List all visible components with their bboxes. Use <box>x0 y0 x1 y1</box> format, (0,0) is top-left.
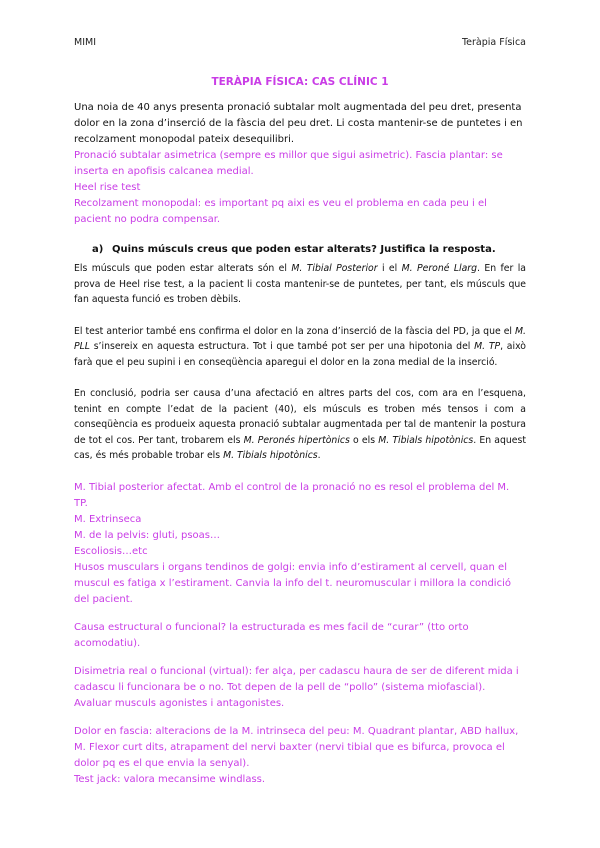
header-author: MIMI <box>74 37 96 48</box>
muscle-name: M. Tibials hipotònics <box>378 434 474 446</box>
case-description: Una noia de 40 anys presenta pronació subtalar molt augmentada del peu dret, presenta dolor en la zona d’inserció de la fàscia del peu dret. Li costa mantenir-se de puntetes i en recolzament monopodal pateix desequilibri. <box>74 102 523 145</box>
note-husos: Husos musculars i organs tendinos de golgi: envia info d’estirament al cervell, quan el muscul es fatiga x l’estirament. Canvia la info del t. neuromuscular i millora la condició del pacient. <box>74 561 511 605</box>
muscle-name: M. Peroné Llarg <box>401 263 478 274</box>
answer-paragraph-2: El test anterior també ens confirma el dolor en la zona d’inserció de la fàscia del PD, ja que el M. PLL s’insereix en aquesta estructura. Tot i que també pot ser per una hipotonia del M. TP, això farà que el peu supini i en conseqüència aparegui el dolor en la zona medial de la inserció. <box>74 325 526 368</box>
note-disimetria: Disimetria real o funcional (virtual): fer alça, per cadascu haura de ser de diferent mida i cadascu li funcionara be o no. Tot depen de la pell de “pollo” (sistema miofascial). <box>74 665 519 693</box>
muscle-name: M. PLL <box>74 325 526 352</box>
note-pelvis: M. de la pelvis: gluti, psoas… <box>74 529 221 541</box>
question-a <box>92 243 526 257</box>
muscle-name: M. Peronés hipertònics <box>243 434 350 446</box>
question-text: Quins músculs creus que poden estar alterats? Justifica la resposta. <box>112 244 496 255</box>
note-extrinseca: M. Extrinseca <box>74 513 142 525</box>
muscle-name: M. TP <box>474 341 501 352</box>
note-test-jack: Test jack: valora mecansime windlass. <box>74 773 266 785</box>
answer-paragraph-3: En conclusió, podria ser causa d’una afectació en altres parts del cos, com ara en l’esquena, tenint en compte l’edat de la pacient (40), els músculs es troben més tensos i com a conseqüència es produeix aquesta pronació subtalar augmentada per tal de mantenir la postura de tot el cos. Per tant, trobarem els M. Peronés hipertònics o els M. Tibials hipotònics. En aquest cas, és més probable trobar els M. Tibials hipotònics. <box>74 388 526 461</box>
note-tibial: M. Tibial posterior afectat. Amb el control de la pronació no es resol el problema del M. TP. <box>74 481 510 509</box>
note-heel-rise: Heel rise test <box>74 182 141 193</box>
question-label: a) <box>92 244 104 255</box>
document-title: TERÀPIA FÍSICA: CAS CLÍNIC 1 <box>211 76 389 88</box>
muscle-name: M. Tibial Posterior <box>291 263 378 274</box>
document-body <box>74 76 526 788</box>
header-subject: Teràpia Física <box>461 37 526 48</box>
note-avaluar: Avaluar musculs agonistes i antagonistes. <box>74 697 285 709</box>
note-causa: Causa estructural o funcional? la estructurada es mes facil de “curar” (tto orto acomodatiu). <box>74 621 469 649</box>
note-monopodal: Recolzament monopodal: es important pq aixi es veu el problema en cada peu i el pacient no podra compensar. <box>74 198 487 225</box>
note-dolor-fascia: Dolor en fascia: alteracions de la M. intrinseca del peu: M. Quadrant plantar, ABD hallux, M. Flexor curt dits, atrapament del nervi baxter (nervi tibial que es bifurca, provoca el dolor pq es el que envia la senyal). <box>74 725 519 769</box>
muscle-name: M. Tibials hipotònics <box>223 450 318 461</box>
answer-paragraph-1: Els músculs que poden estar alterats són el M. Tibial Posterior i el M. Peroné Llarg. En fer la prova de Heel rise test, a la pacient li costa mantenir-se de puntetes, per tant, els músculs que fan aquesta funció es troben dèbils. <box>74 263 526 305</box>
note-escoliosis: Escoliosis…etc <box>74 545 148 557</box>
note-pronation: Pronació subtalar asimetrica (sempre es millor que sigui asimetric). Fascia plantar: se inserta en apofisis calcanea medial. <box>74 150 503 177</box>
